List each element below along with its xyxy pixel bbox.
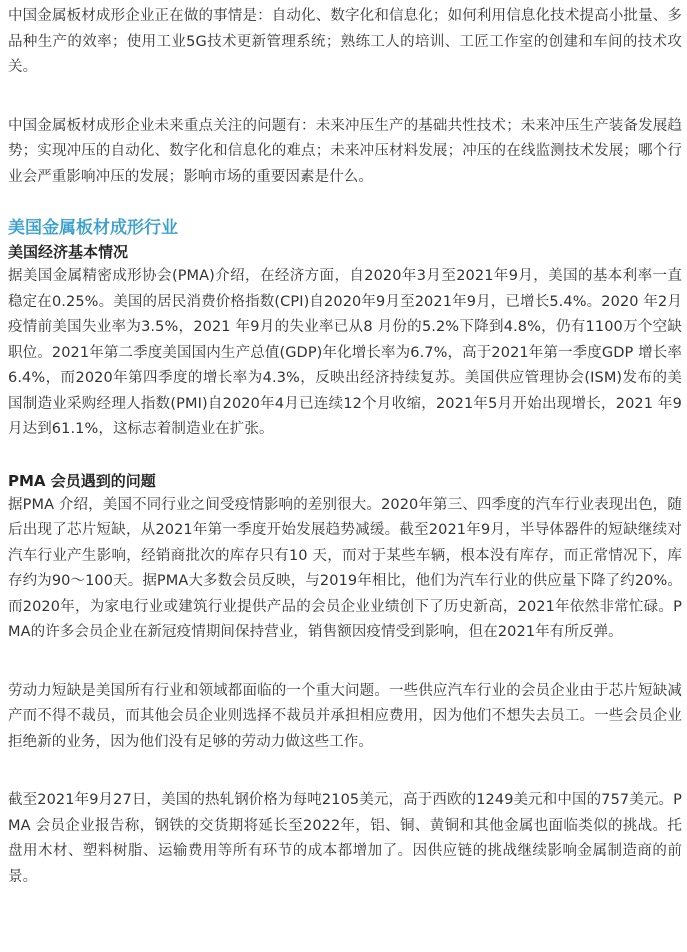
spacer bbox=[8, 755, 687, 788]
spacer bbox=[8, 81, 687, 114]
intro-paragraph-1: 中国金属板材成形企业正在做的事情是：自动化、数字化和信息化；如何利用信息化技术提高小批量、多品种生产的效率；使用工业5G技术更新管理系统；熟练工人的培训、工匠工作室的创建和车间的技术攻关。 bbox=[8, 8, 682, 75]
pma-issues-heading: PMA 会员遇到的问题 bbox=[8, 471, 156, 490]
economy-heading: 美国经济基本情况 bbox=[8, 243, 129, 261]
pma-issues-paragraph-2: 劳动力短缺是美国所有行业和领域都面临的一个重大问题。一些供应汽车行业的会员企业由于芯片短缺减产而不得不裁员，而其他会员企业则选择不裁员并承担相应费用，因为他们不想失去员工。一些会员企业拒绝新的业务，因为他们没有足够的劳动力做这些工作。 bbox=[8, 682, 682, 750]
spacer bbox=[8, 443, 687, 469]
spacer bbox=[8, 190, 687, 216]
economy-paragraph: 据美国金属精密成形协会(PMA)介绍，在经济方面，自2020年3月至2021年9月，美国的基本利率一直稳定在0.25%。美国的居民消费价格指数(CPI)自2020年9月至2021年9月，已增长5.4%。2020 年2月疫情前美国失业率为3.5%，2021 年9月的失业率已从8 月份的5.2%下降到4.8%，仍有1100万个空缺职位。2021年第二季度美国国内生产总值(GDP)年化增长率为6.7%，高于2021年第一季度GDP 增长率6.4%，而2020年第四季度的增长率为4.3%，反映出经济持续复苏。美国供应管理协会(ISM)发布的美国制造业采购经理人指数(PMI)自2020年4月已连续12个月收缩，2021年5月开始出现增长，2021 年9月达到61.1%，这标志着制造业在扩张。 bbox=[8, 268, 682, 437]
section-title: 美国金属板材成形行业 bbox=[8, 218, 178, 238]
spacer bbox=[8, 646, 687, 679]
intro-paragraph-2: 中国金属板材成形企业未来重点关注的问题有：未来冲压生产的基础共性技术；未来冲压生产装备发展趋势；实现冲压的自动化、数字化和信息化的难点；未来冲压材料发展；冲压的在线监测技术发展；哪个行业会严重影响冲压的发展；影响市场的重要因素是什么。 bbox=[8, 117, 682, 185]
pma-issues-paragraph-3: 截至2021年9月27日，美国的热轧钢价格为每吨2105美元，高于西欧的1249美元和中国的757美元。PMA 会员企业报告称，钢铁的交货期将延长至2022年，铝、铜、黄铜和其他金属也面临类似的挑战。托盘用木材、塑料树脂、运输费用等所有环节的成本都增加了。因供应链的挑战继续影响金属制造商的前景。 bbox=[8, 792, 682, 885]
pma-issues-paragraph-1: 据PMA 介绍，美国不同行业之间受疫情影响的差别很大。2020年第三、四季度的汽车行业表现出色，随后出现了芯片短缺，从2021年第一季度开始发展趋势减缓。截至2021年9月，半导体器件的短缺继续对汽车行业产生影响，经销商批次的库存只有10 天，而对于某些车辆，根本没有库存，而正常情况下，库存约为90～100天。据PMA大多数会员反映，与2019年相比，他们为汽车行业的供应量下降了约20%。而2020年，为家电行业或建筑行业提供产品的会员企业业绩创下了历史新高，2021年依然非常忙碌。PMA的许多会员企业在新冠疫情期间保持营业，销售额因疫情受到影响，但在2021年有所反弹。 bbox=[8, 496, 682, 640]
